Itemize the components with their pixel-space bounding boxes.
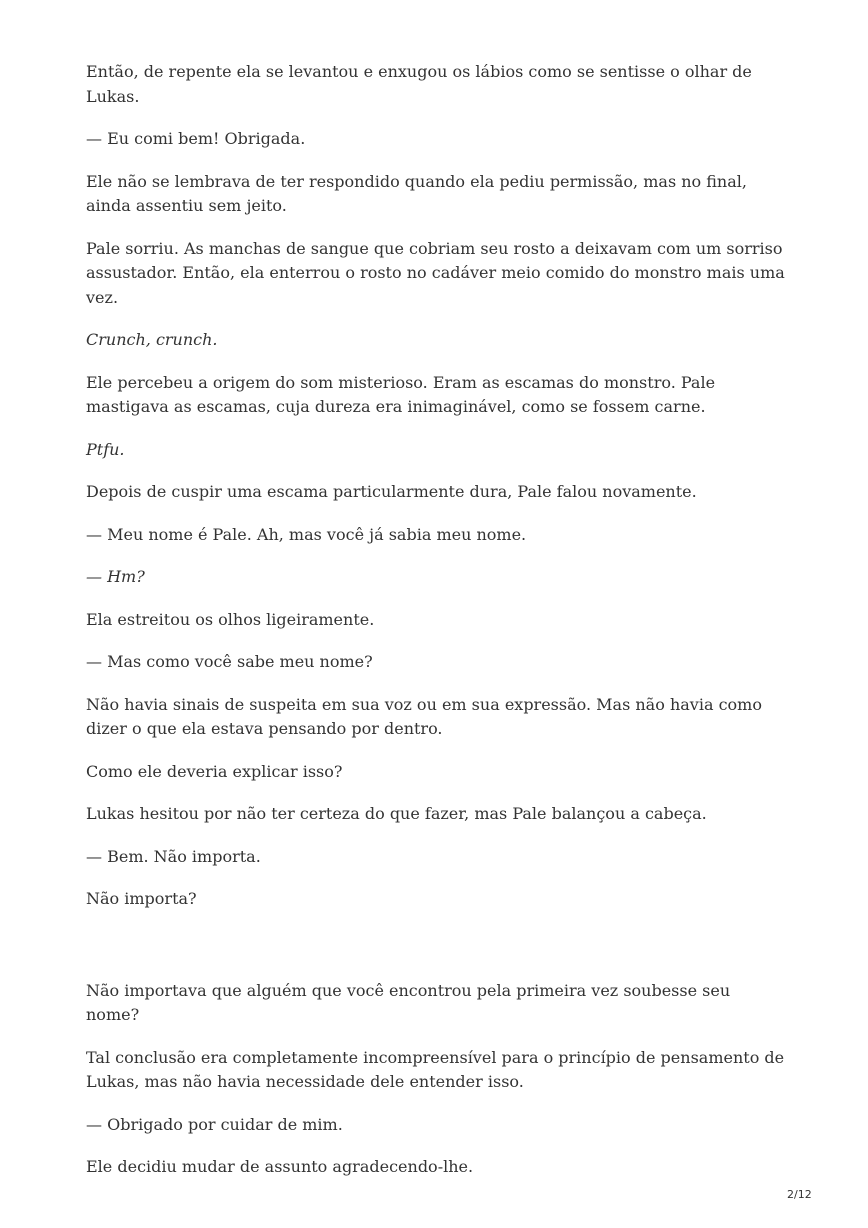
paragraph: Não importa?	[86, 889, 197, 908]
paragraph: Como ele deveria explicar isso?	[86, 761, 343, 781]
paragraph: Ele decidiu mudar de assunto agradecendo-lhe.	[86, 1157, 474, 1176]
page-number: 2/12	[787, 1188, 812, 1201]
paragraph: Pale sorriu. As manchas de sangue que cobriam seu rosto a deixavam com um sorriso assustador. Então, ela enterrou o rosto no cadáver meio comido do monstro mais uma vez.	[86, 238, 785, 307]
sound-effect-line: Ptfu.	[86, 439, 125, 459]
dialogue-line: — Mas como você sabe meu nome?	[86, 652, 373, 671]
paragraph: Não importava que alguém que você encontrou pela primeira vez soubesse seu nome?	[86, 980, 731, 1024]
paragraph: Lukas hesitou por não ter certeza do que fazer, mas Pale balançou a cabeça.	[86, 804, 707, 823]
paragraph: Ele percebeu a origem do som misterioso. Eram as escamas do monstro. Pale mastigava as escamas, cuja dureza era inimaginável, como se fossem carne.	[86, 372, 716, 416]
paragraph: Então, de repente ela se levantou e enxugou os lábios como se sentisse o olhar de Lukas.	[86, 62, 752, 106]
paragraph: Não havia sinais de suspeita em sua voz ou em sua expressão. Mas não havia como dizer o que ela estava pensando por dentro.	[86, 694, 762, 738]
dialogue-line: — Eu comi bem! Obrigada.	[86, 129, 306, 148]
dialogue-line: — Meu nome é Pale. Ah, mas você já sabia meu nome.	[86, 524, 527, 544]
paragraph: Depois de cuspir uma escama particularmente dura, Pale falou novamente.	[86, 482, 697, 501]
paragraph: Tal conclusão era completamente incompreensível para o princípio de pensamento de Lukas, mas não havia necessidade dele entender isso.	[86, 1047, 785, 1091]
dialogue-line: — Bem. Não importa.	[86, 846, 261, 866]
paragraph: Ela estreitou os olhos ligeiramente.	[86, 609, 375, 629]
dialogue-line: — Obrigado por cuidar de mim.	[86, 1114, 343, 1134]
sound-effect-line: Crunch, crunch.	[86, 330, 218, 349]
document-page	[86, 60, 786, 1180]
paragraph: Ele não se lembrava de ter respondido quando ela pediu permissão, mas no final, ainda assentiu sem jeito.	[86, 171, 747, 215]
dialogue-line: — Hm?	[86, 567, 145, 586]
